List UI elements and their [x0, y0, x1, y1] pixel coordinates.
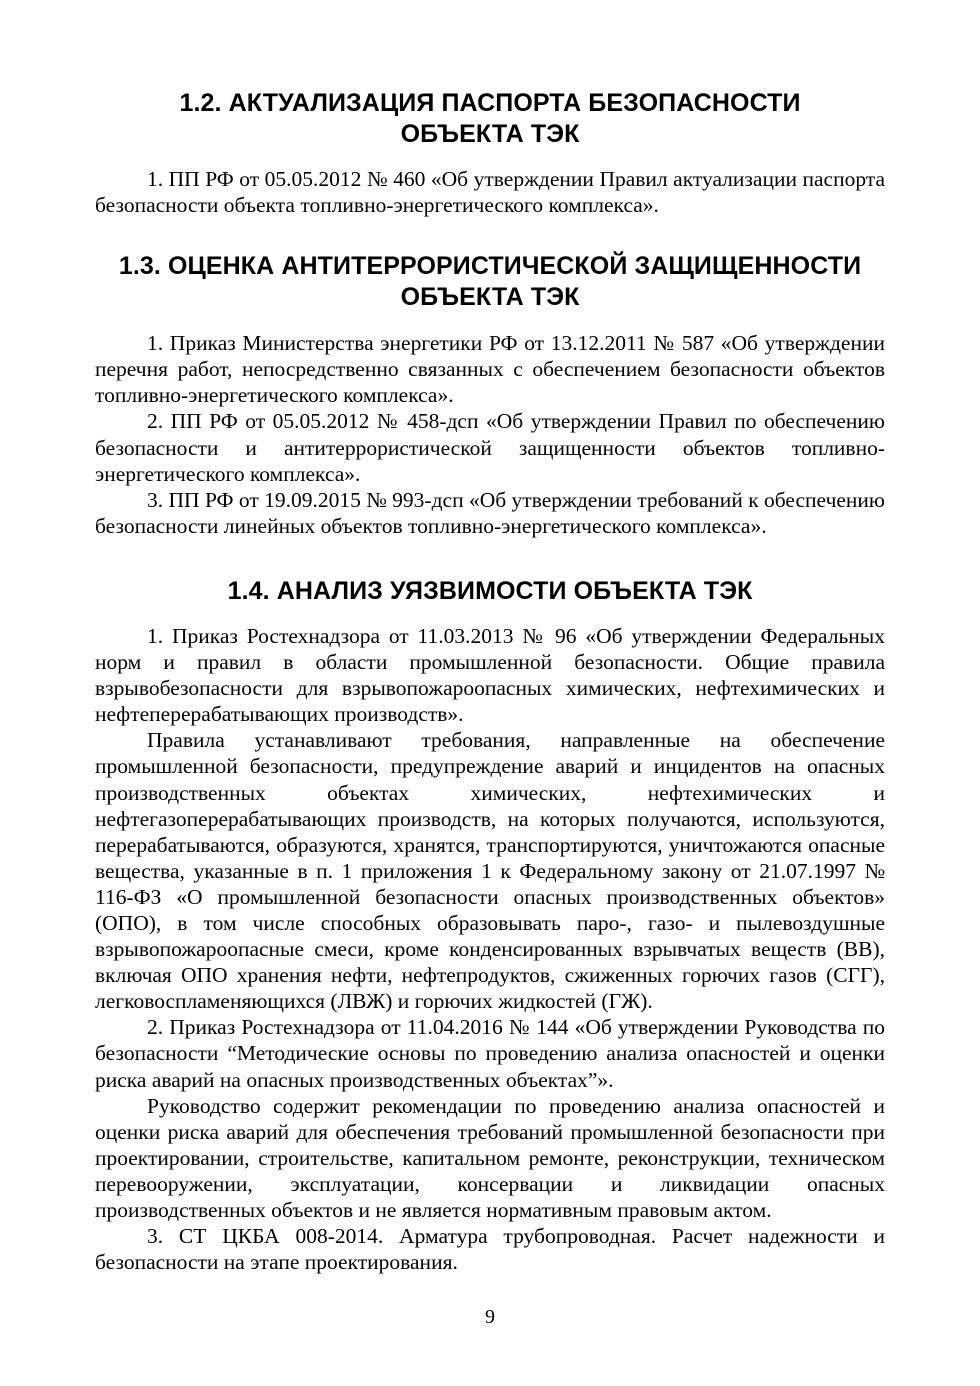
heading-line: 1.3. ОЦЕНКА АНТИТЕРРОРИСТИЧЕСКОЙ ЗАЩИЩЕННОСТИ	[118, 252, 862, 281]
paragraph: 2. ПП РФ от 05.05.2012 № 458-дсп «Об утверждении Правил по обеспечению безопасности и антитеррористической защищенности объектов топливно-энергетического комплекса».	[95, 409, 885, 486]
section-1-4	[95, 576, 885, 1275]
page-number: 9	[485, 1306, 495, 1328]
paragraph: 1. Приказ Ростехнадзора от 11.03.2013 № 96 «Об утверждении Федеральных норм и правил в области промышленной безопасности. Общие правила взрывобезопасности для взрывопожароопасных химических, нефтехимических и нефтеперерабатывающих производств».	[95, 623, 885, 727]
paragraph: Правила устанавливают требования, направленные на обеспечение промышленной безопасности, предупреждение аварий и инцидентов на опасных производственных объектах химических, нефтехимических и нефтегазоперерабатывающих производств, на которых получаются, используются, перерабатываются, образуются, хранятся, транспортируются, уничтожаются опасные вещества, указанные в п. 1 приложения 1 к Федеральному закону от 21.07.1997 № 116-ФЗ «О промышленной безопасности опасных производственных объектов» (ОПО), в том числе способных образовывать паро-, газо- и пылевоздушные взрывопожароопасные смеси, кроме конденсированных взрывчатых веществ (ВВ), включая ОПО хранения нефти, нефтепродуктов, сжиженных горючих газов (СГГ), легковоспламеняющихся (ЛВЖ) и горючих жидкостей (ГЖ).	[95, 728, 885, 1014]
section-heading	[95, 576, 885, 607]
heading-line: 1.2. АКТУАЛИЗАЦИЯ ПАСПОРТА БЕЗОПАСНОСТИ	[179, 89, 801, 117]
section-1-2	[95, 88, 885, 218]
paragraph: 3. СТ ЦКБА 008-2014. Арматура трубопроводная. Расчет надежности и безопасности на этапе проектирования.	[95, 1224, 885, 1275]
section-1-3	[95, 251, 885, 539]
paragraph: 1. ПП РФ от 05.05.2012 № 460 «Об утверждении Правил актуализации паспорта безопасности объекта топливно-энергетического комплекса».	[95, 167, 885, 218]
heading-line: 1.4. АНАЛИЗ УЯЗВИМОСТИ ОБЪЕКТА ТЭК	[227, 576, 753, 605]
paragraph: Руководство содержит рекомендации по проведению анализа опасностей и оценки риска аварий для обеспечения требований промышленной безопасности при проектировании, строительстве, капитальном ремонте, реконструкции, техническом перевооружении, эксплуатации, консервации и ликвидации опасных производственных объектов и не является нормативным правовым актом.	[95, 1093, 885, 1222]
heading-line: ОБЪЕКТА ТЭК	[400, 120, 580, 148]
paragraph: 3. ПП РФ от 19.09.2015 № 993-дсп «Об утверждении требований к обеспечению безопасности линейных объектов топливно-энергетического комплекса».	[95, 487, 885, 538]
paragraph: 1. Приказ Министерства энергетики РФ от 13.12.2011 № 587 «Об утверждении перечня работ, непосредственно связанных с обеспечением безопасности объектов топливно-энергетического комплекса».	[95, 331, 885, 408]
document-page	[95, 88, 885, 1275]
heading-line: ОБЪЕКТА ТЭК	[400, 283, 580, 312]
paragraph: 2. Приказ Ростехнадзора от 11.04.2016 № 144 «Об утверждении Руководства по безопасности “Методические основы по проведению анализа опасностей и оценки риска аварий на опасных производственных объектах”».	[95, 1015, 885, 1092]
section-heading	[95, 251, 885, 313]
section-heading	[95, 88, 885, 150]
